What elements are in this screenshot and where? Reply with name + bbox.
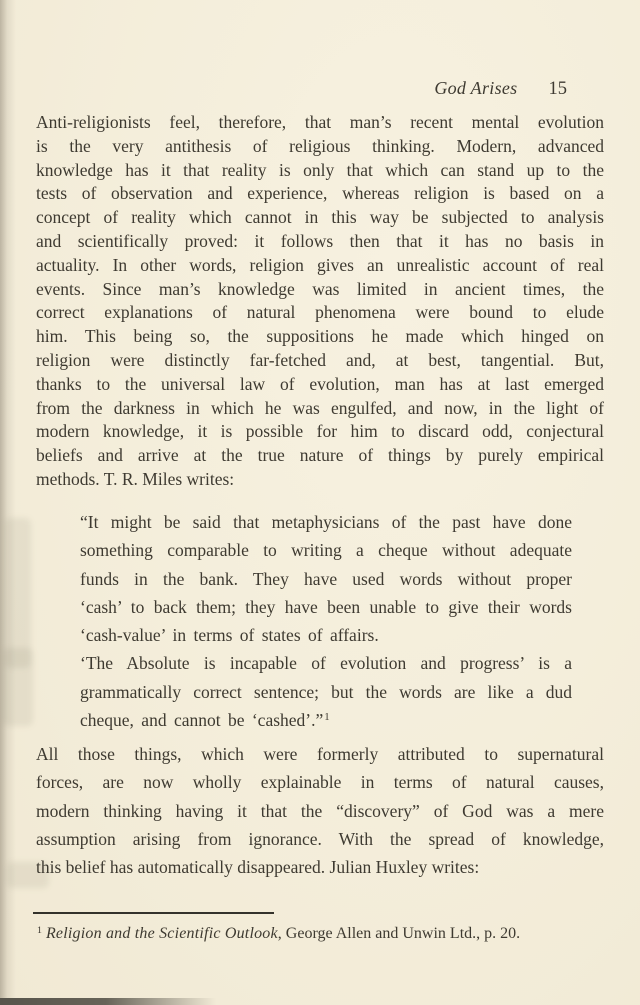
text-line: him. This being so, the suppositions he made which hinged on — [36, 326, 604, 347]
text-line: religion were distinctly far-fetched and, at best, tangential. But, — [36, 349, 604, 370]
text-line: knowledge has it that reality is only that which can stand up to the — [36, 159, 604, 180]
gutter-shadow — [0, 0, 16, 1005]
footnote-book-title: Religion and the Scientific Outlook — [45, 925, 278, 942]
text-line: Anti-religionists feel, therefore, that man’s recent mental evolution — [36, 112, 604, 132]
text-line: beliefs and arrive at the true nature of things by purely empirical — [36, 445, 604, 466]
paragraph-closing — [36, 740, 604, 881]
running-title: God Arises — [434, 78, 518, 98]
page-number: 15 — [548, 79, 567, 99]
text-line: events. Since man’s knowledge was limited in ancient times, the — [36, 278, 604, 299]
paragraph-main — [36, 111, 604, 492]
text-line: concept of reality which cannot in this way be subjected to analysis — [36, 207, 604, 228]
footnote-reference-marker: 1 — [324, 711, 330, 724]
footnote-rule — [33, 912, 274, 914]
quote-line-text: cheque, and cannot be ‘cashed’.” — [80, 710, 324, 731]
text-line: assumption arising from ignorance. With the spread of knowledge, — [36, 828, 604, 849]
text-line: forces, are now wholly explainable in terms of natural causes, — [36, 772, 604, 793]
text-line: thanks to the universal law of evolution, man has at last emerged — [36, 373, 604, 394]
text-line: All those things, which were formerly attributed to supernatural — [36, 744, 604, 764]
footnote-marker: 1 — [37, 925, 42, 937]
text-line: correct explanations of natural phenomena were bound to elude — [36, 302, 604, 323]
show-through-artifact — [3, 648, 33, 726]
text-line: actuality. In other words, religion gives an unrealistic account of real — [36, 254, 604, 275]
footnote-publisher: , George Allen and Unwin Ltd., p. 20. — [277, 925, 521, 942]
quote-line: grammatically correct sentence; but the words are like a dud — [80, 681, 572, 702]
footnote — [36, 923, 604, 947]
text-line: from the darkness in which he was engulfed, and now, in the light of — [36, 397, 604, 418]
text-line: tests of observation and experience, whereas religion is based on a — [36, 183, 604, 204]
quote-line: ‘cash’ to back them; they have been unable to give their words — [80, 596, 572, 617]
page-bottom-edge-shadow — [0, 998, 235, 1005]
show-through-artifact — [5, 518, 31, 668]
quote-line: ‘cash-value’ in terms of states of affairs. — [80, 625, 379, 646]
text-line: and scientifically proved: it follows then that it has no basis in — [36, 230, 604, 251]
text-line: this belief has automatically disappeared. Julian Huxley writes: — [36, 857, 480, 878]
quote-line: “It might be said that metaphysicians of the past have done — [80, 512, 572, 532]
quote-line — [80, 706, 572, 737]
text-line: is the very antithesis of religious thinking. Modern, advanced — [36, 135, 604, 156]
running-head — [434, 78, 567, 100]
text-line: modern knowledge, it is possible for him to discard odd, conjectural — [36, 421, 604, 442]
quote-line: funds in the bank. They have used words without proper — [80, 568, 572, 589]
quote-line: something comparable to writing a cheque without adequate — [80, 540, 572, 561]
text-line: methods. T. R. Miles writes: — [36, 468, 235, 489]
quote-line: ‘The Absolute is incapable of evolution and progress’ is a — [80, 653, 572, 674]
text-line: modern thinking having it that the “discovery” of God was a mere — [36, 800, 604, 821]
blockquote-miles — [80, 508, 572, 737]
